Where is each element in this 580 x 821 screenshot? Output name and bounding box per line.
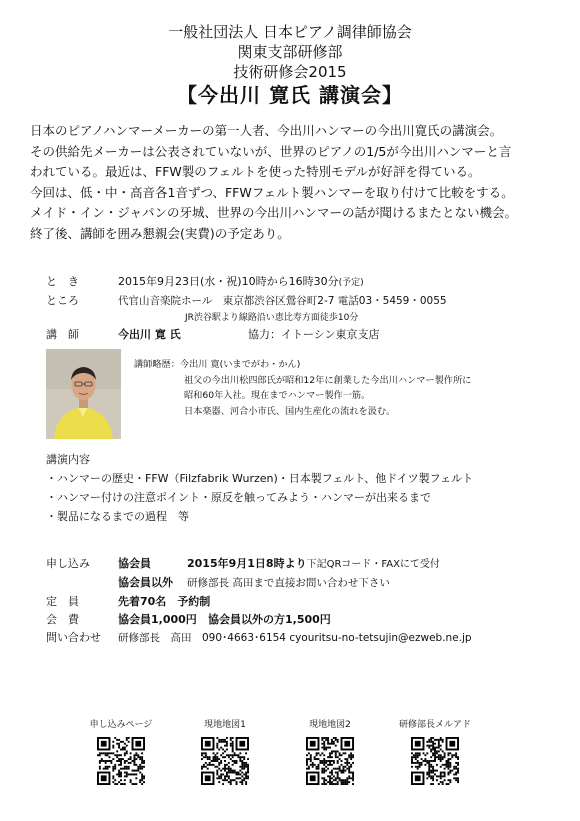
lecture-contents (46, 450, 473, 526)
qr-code-icon[interactable] (97, 737, 145, 785)
nonmember-method: 研修部長 高田まで直接お問い合わせ下さい (187, 577, 390, 589)
capacity-value: 先着70名 予約制 (118, 595, 211, 608)
lecturer-photo-image (46, 349, 121, 439)
branch-name: 関東支部研修部 (237, 43, 343, 61)
intro-line: メイド・イン・ジャパンの牙城、世界の今出川ハンマーの話が聞けるまたとない機会。 (30, 205, 518, 220)
member-method: 下記QRコード・FAXにて受付 (306, 559, 440, 570)
qr-code-icon[interactable] (306, 737, 354, 785)
intro-line: その供給先メーカーは公表されていないが、世界のピアノの1/5が今出川ハンマーと言 (30, 143, 512, 159)
bio-line: 昭和60年入社。現在までハンマー製作一筋。 (184, 390, 371, 401)
lecturer-name: 今出川 寛 氏 (118, 328, 181, 341)
member-label: 協会員 (118, 557, 151, 570)
contact-label: 問い合わせ (46, 631, 101, 644)
lecture-item: ・ハンマーの歴史・FFW（Filzfabrik Wurzen)・日本製フェルト、他ドイツ製フェルト (46, 472, 474, 485)
qr-label: 研修部長メルアド (398, 720, 471, 730)
where-label: ところ (46, 294, 79, 307)
fee-member: 協会員1,000円 (118, 613, 197, 626)
bio-heading: 講師略歴：今出川 寛(いまでがわ・かん) (134, 359, 301, 370)
lecture-item: ・ハンマー付けの注意ポイント・原反を触ってみよう・ハンマーが出来るまで (46, 491, 431, 504)
fee-label: 会 費 (46, 613, 79, 626)
member-date: 2015年9月1日8時より (187, 557, 307, 570)
lecture-heading: 講演内容 (46, 453, 90, 466)
qr-code-icon[interactable] (411, 737, 459, 785)
lecturer-label: 講 師 (46, 328, 79, 341)
where-value: 代官山音楽院ホール 東京都渋谷区鶯谷町2-7 電話03・5459・0055 (118, 295, 447, 307)
qr-label: 現地地図1 (204, 720, 246, 730)
intro-line: 今回は、低・中・高音各1音ずつ、FFWフェルト製ハンマーを取り付けて比較をする。 (30, 184, 514, 200)
qr-code-icon[interactable] (201, 737, 249, 785)
lecturer-bio (134, 357, 471, 419)
lecturer-photo (46, 349, 121, 439)
qr-label: 現地地図2 (309, 720, 351, 730)
event-name: 技術研修会2015 (233, 63, 347, 81)
org-name: 一般社団法人 日本ピアノ調律師協会 (168, 23, 412, 41)
access-note: JR渋谷駅より線路沿い恵比寿方面徒歩10分 (185, 313, 359, 323)
page-title: 【今出川 寛氏 講演会】 (177, 83, 403, 107)
apply-label: 申し込み (46, 557, 90, 570)
qr-label: 申し込みページ (89, 720, 153, 730)
intro-line: 日本のピアノハンマーメーカーの第一人者、今出川ハンマーの今出川寛氏の講演会。 (30, 123, 503, 138)
intro-paragraph (30, 121, 560, 244)
nonmember-label: 協会員以外 (118, 576, 173, 589)
bio-line: 祖父の今出川松四郎氏が昭和12年に創業した今出川ハンマー製作所に (184, 374, 472, 386)
when-note: (予定) (338, 278, 364, 288)
fee-nonmember: 協会員以外の方1,500円 (208, 613, 331, 626)
intro-line: 終了後、講師を囲み懇親会(実費)の予定あり。 (30, 225, 290, 241)
intro-line: われている。最近は、FFW製のフェルトを使った特別モデルが好評を得ている。 (30, 164, 481, 179)
lecture-item: ・製品になるまでの過程 等 (46, 510, 189, 523)
when-label: と き (46, 275, 79, 288)
contact-value: 研修部長 高田 090･4663･6154 cyouritsu-no-tetsujin@ezweb.ne.jp (118, 632, 472, 644)
capacity-label: 定 員 (46, 595, 79, 608)
when-value: 2015年9月23日(水・祝)10時から16時30分 (118, 275, 339, 288)
cooperation: 協力：イトーシン東京支店 (248, 328, 380, 341)
bio-line: 日本楽器、河合小市氏、国内生産化の流れを汲む。 (184, 405, 396, 417)
